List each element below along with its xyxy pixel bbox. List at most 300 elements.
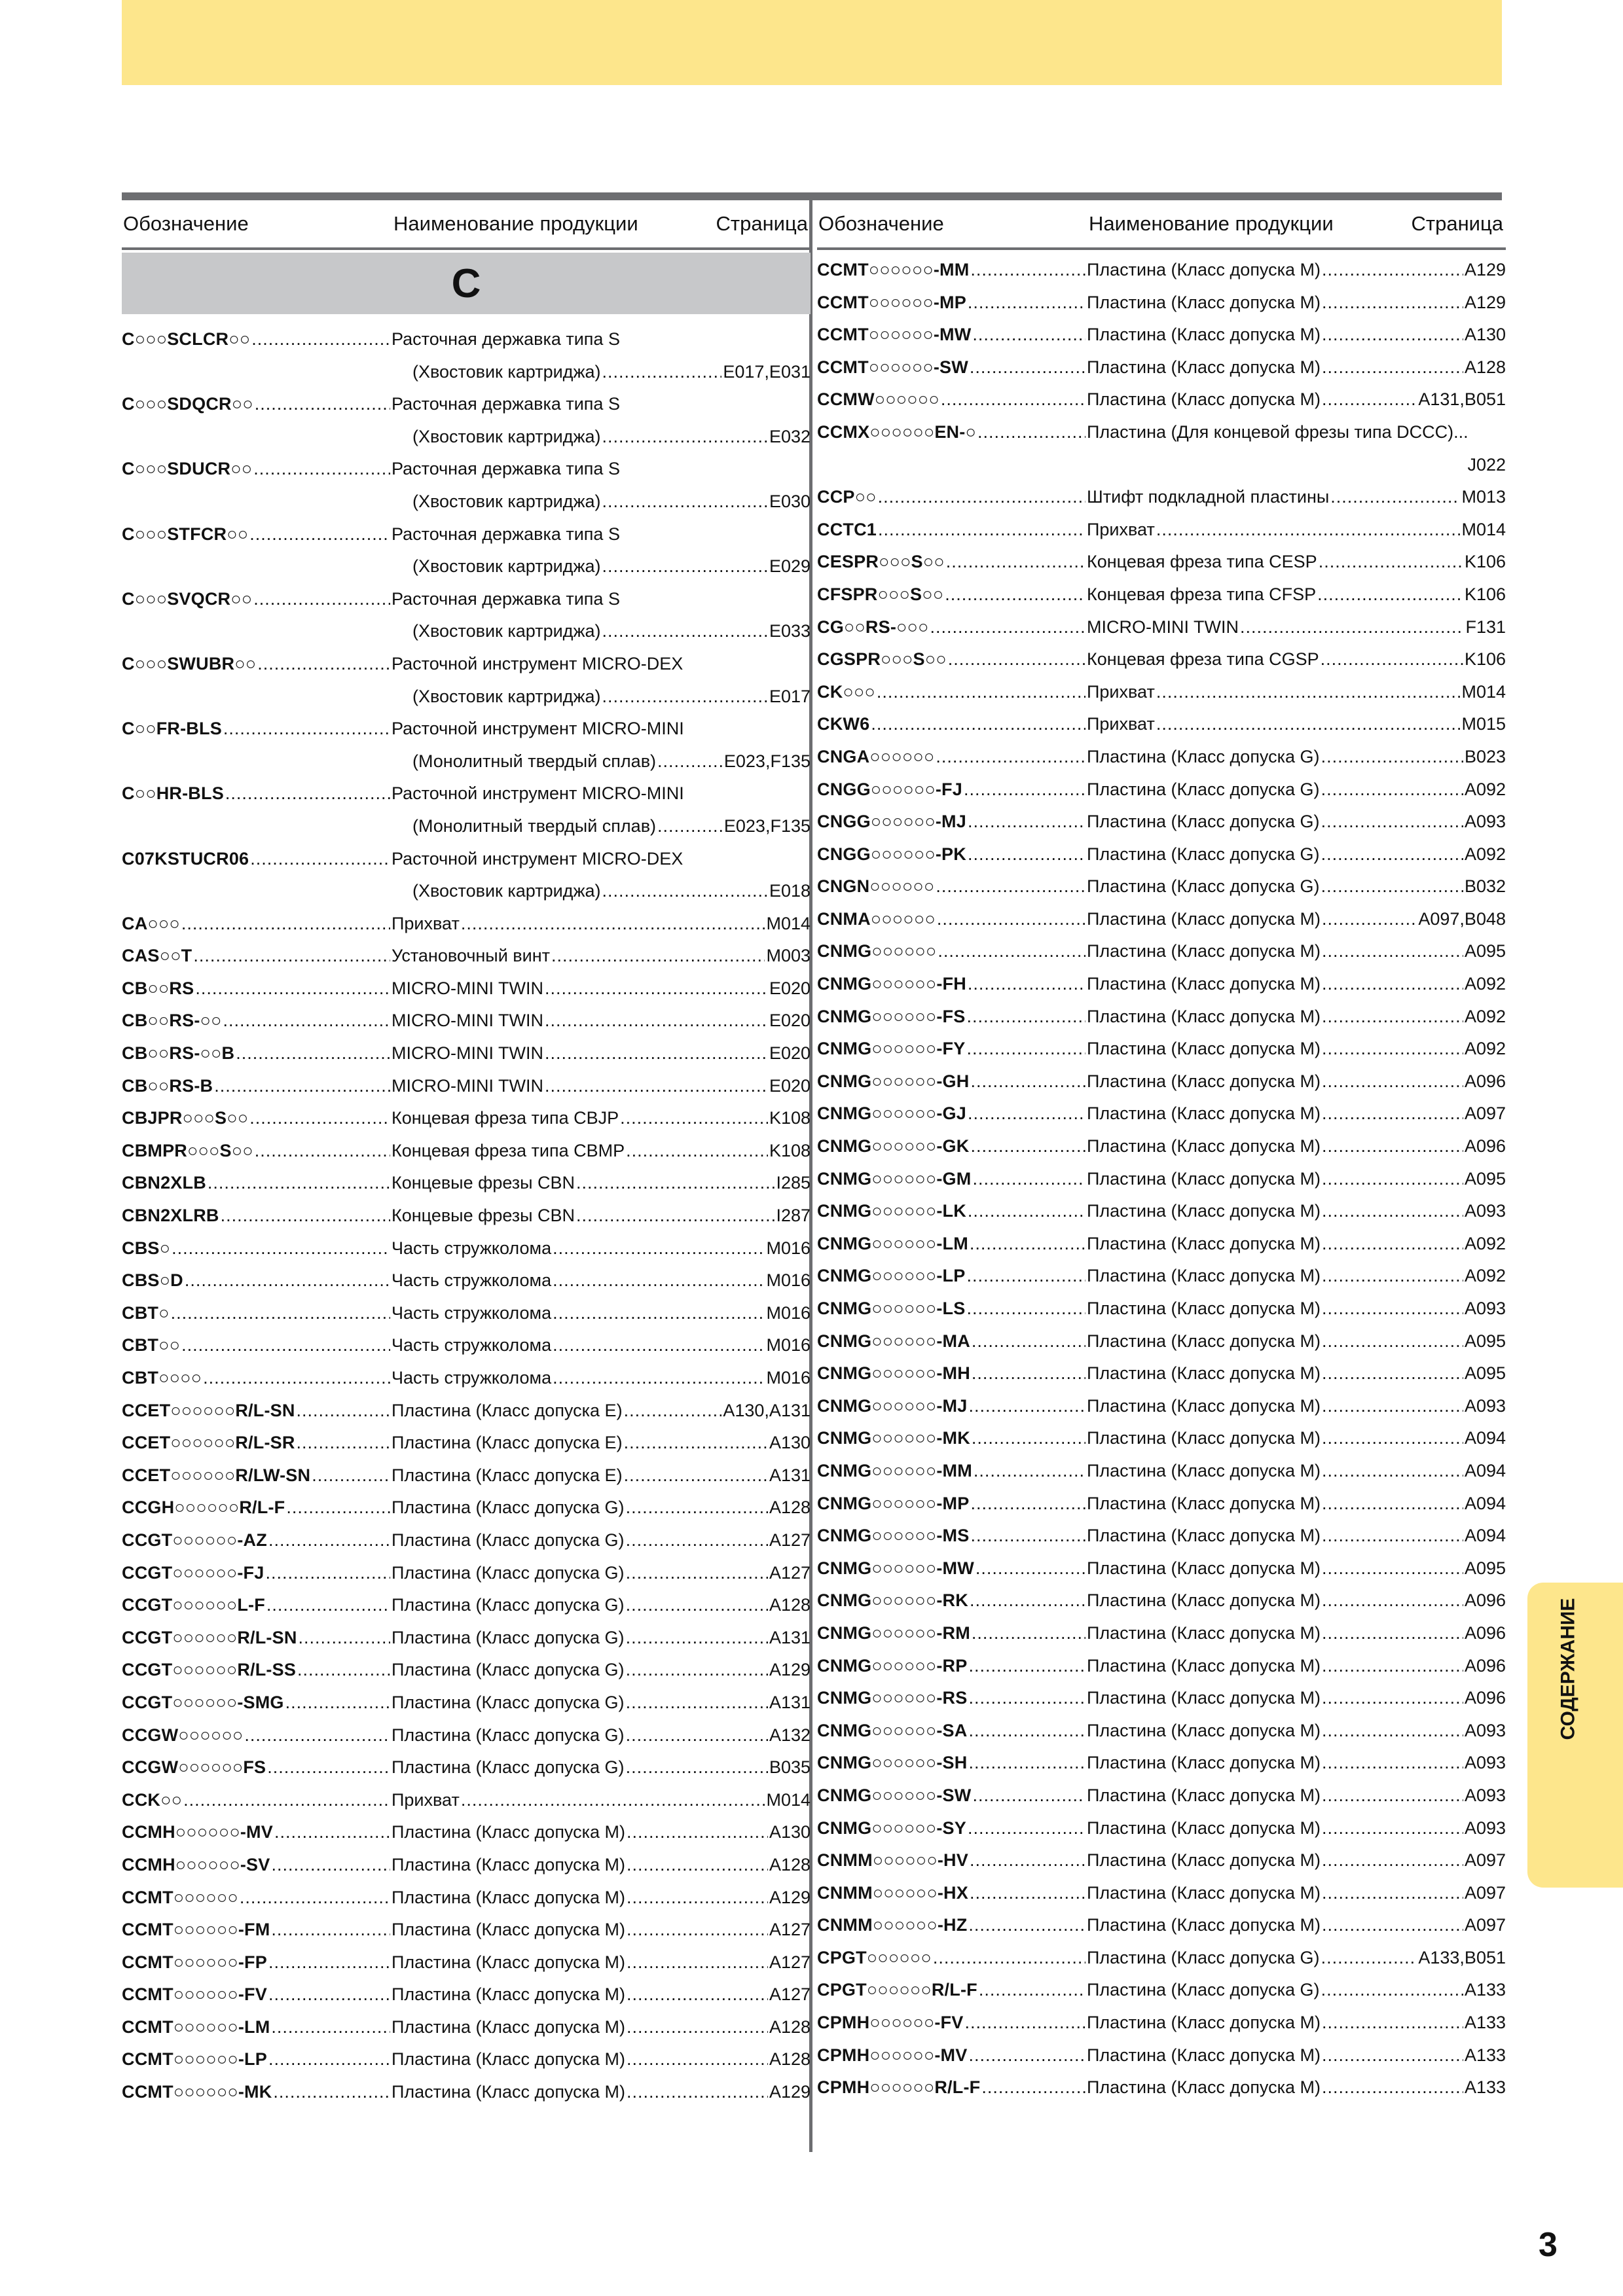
entry-page[interactable]: A096 [1464, 1623, 1506, 1643]
index-entry[interactable] [817, 319, 1506, 351]
entry-code-cell [817, 1844, 1087, 1877]
index-entry[interactable] [122, 1135, 811, 1168]
index-entry[interactable] [817, 1422, 1506, 1455]
entry-page[interactable]: E017 [769, 686, 811, 706]
entry-page[interactable]: E018 [769, 881, 811, 901]
entry-page[interactable]: A096 [1464, 1590, 1506, 1611]
entry-code: CNMM○○○○○○-HV [817, 1850, 968, 1871]
entry-description-cell [1087, 676, 1506, 709]
index-entry[interactable] [817, 838, 1506, 871]
dot-leader [221, 1200, 390, 1232]
entry-page[interactable]: A128 [769, 1595, 811, 1615]
entry-page[interactable]: A093 [1464, 1201, 1506, 1221]
index-entry[interactable] [122, 1070, 811, 1103]
entry-description-cell [392, 745, 811, 778]
entry-page[interactable]: A128 [769, 2017, 811, 2037]
entry-page[interactable]: E029 [769, 556, 811, 577]
entry-name: Пластина (Класс допуска M) [1087, 2013, 1321, 2033]
index-entry[interactable] [122, 1265, 811, 1297]
index-entry[interactable] [122, 1492, 811, 1524]
entry-code: CNMG○○○○○○-MW [817, 1558, 974, 1578]
entry-page[interactable]: A096 [1464, 1688, 1506, 1708]
entry-code-cell [817, 1195, 1087, 1228]
entry-name: Пластина (Класс допуска G) [1087, 844, 1320, 864]
entry-code: CNMG○○○○○○-GM [817, 1168, 972, 1189]
index-entry[interactable] [817, 1390, 1506, 1423]
entry-page[interactable]: A130,A131 [723, 1400, 811, 1420]
entry-name: Пластина (Класс допуска M) [1087, 389, 1321, 410]
index-entry[interactable] [122, 1882, 811, 1914]
entry-page[interactable]: A131,B051 [1418, 389, 1506, 410]
entry-page[interactable]: A092 [1464, 1233, 1506, 1253]
index-entry[interactable] [122, 2011, 811, 2044]
index-entry[interactable] [817, 416, 1506, 449]
entry-page[interactable]: A095 [1464, 941, 1506, 961]
index-entry[interactable] [122, 1589, 811, 1622]
index-entry[interactable] [817, 1488, 1506, 1520]
entry-code: CNGG○○○○○○-MJ [817, 812, 966, 832]
entry-page[interactable]: A127 [769, 1530, 811, 1550]
entry-page[interactable]: I287 [776, 1206, 811, 1226]
entry-description-cell [392, 713, 811, 745]
index-entry[interactable] [817, 870, 1506, 903]
entry-page[interactable]: E020 [769, 1075, 811, 1096]
dot-leader [551, 940, 765, 973]
index-entry[interactable] [122, 1362, 811, 1395]
entry-name: (Хвостовик картриджа) [412, 881, 601, 901]
index-entry[interactable] [817, 351, 1506, 384]
entry-page[interactable]: A131 [769, 1627, 811, 1647]
entry-page[interactable]: A127 [769, 1984, 811, 2005]
index-entry[interactable] [817, 1844, 1506, 1877]
entry-page[interactable]: B035 [769, 1757, 811, 1778]
entry-page[interactable]: A128 [769, 1854, 811, 1874]
entry-name: Пластина (Класс допуска M) [392, 2049, 626, 2070]
dot-leader [268, 1524, 390, 1557]
index-entry[interactable] [817, 1552, 1506, 1585]
index-entry[interactable] [122, 681, 811, 713]
index-entry[interactable] [817, 741, 1506, 774]
index-entry[interactable] [122, 1816, 811, 1849]
index-entry[interactable] [817, 1715, 1506, 1748]
entry-page[interactable]: A127 [769, 1562, 811, 1583]
entry-description-cell [392, 973, 811, 1005]
entry-name: Прихват [1087, 519, 1155, 539]
index-entry[interactable] [817, 676, 1506, 709]
entry-page[interactable]: M015 [1461, 714, 1506, 734]
entry-page[interactable]: A092 [1464, 1266, 1506, 1286]
entry-page[interactable]: A092 [1464, 844, 1506, 864]
index-entry[interactable] [817, 968, 1506, 1001]
entry-code: C○○○SWUBR○○ [122, 653, 257, 673]
entry-code: CNMG○○○○○○ [817, 941, 937, 961]
entry-name: Пластина (Класс допуска M) [1087, 1818, 1321, 1838]
entry-name: Пластина (Класс допуска M) [1087, 357, 1321, 377]
entry-code-cell [122, 1751, 392, 1784]
dot-leader [626, 1654, 768, 1687]
index-entry[interactable] [122, 1914, 811, 1946]
index-entry[interactable] [817, 287, 1506, 319]
index-entry[interactable] [122, 843, 811, 876]
dot-leader [1319, 546, 1463, 579]
index-entry[interactable] [817, 1163, 1506, 1196]
index-entry[interactable] [122, 1427, 811, 1460]
index-entry[interactable] [122, 1654, 811, 1687]
entry-page[interactable]: E017,E031 [723, 361, 811, 382]
entry-page[interactable]: A129 [1464, 292, 1506, 312]
index-entry[interactable] [122, 486, 811, 518]
dot-leader [1322, 1260, 1463, 1293]
entry-page[interactable]: A092 [1464, 1039, 1506, 1059]
entry-code-cell [122, 1005, 392, 1037]
dot-leader [657, 745, 723, 778]
index-entry[interactable] [122, 388, 811, 421]
entry-name: Прихват [392, 1789, 460, 1810]
index-entry[interactable] [817, 449, 1506, 482]
dot-leader [1321, 838, 1463, 871]
entry-code: CCGT○○○○○○-AZ [122, 1530, 267, 1550]
entry-name: Пластина (Класс допуска M) [392, 1920, 626, 1940]
entry-page[interactable]: A092 [1464, 974, 1506, 994]
index-entry[interactable] [817, 546, 1506, 579]
dot-leader [970, 1228, 1085, 1261]
index-entry[interactable] [122, 745, 811, 778]
index-entry[interactable] [122, 453, 811, 486]
index-entry[interactable] [122, 940, 811, 973]
index-entry[interactable] [122, 1719, 811, 1752]
dot-leader [1322, 1001, 1463, 1033]
entry-page[interactable]: M013 [1461, 487, 1506, 507]
index-entry[interactable] [817, 481, 1506, 514]
entry-page[interactable]: B032 [1464, 876, 1506, 897]
entry-page[interactable]: E030 [769, 491, 811, 511]
index-entry[interactable] [817, 1617, 1506, 1650]
entry-page[interactable]: M014 [766, 913, 811, 933]
header-name: Наименование продукции [1089, 212, 1334, 235]
index-entry[interactable] [817, 1066, 1506, 1098]
index-entry[interactable] [817, 1682, 1506, 1715]
dot-leader [244, 1719, 390, 1752]
entry-page[interactable]: A093 [1464, 812, 1506, 832]
entry-page[interactable]: A095 [1464, 1331, 1506, 1351]
index-entry[interactable] [817, 514, 1506, 547]
entry-page[interactable]: A097 [1464, 1915, 1506, 1935]
dot-leader [626, 1492, 768, 1524]
entry-description-cell [392, 1070, 811, 1103]
entry-page[interactable]: A093 [1464, 1395, 1506, 1416]
index-entry[interactable] [817, 1942, 1506, 1975]
entry-page[interactable]: A094 [1464, 1428, 1506, 1448]
entry-code: CNMG○○○○○○-GJ [817, 1103, 966, 1124]
entry-page[interactable]: A133 [1464, 2077, 1506, 2098]
entry-page[interactable]: K106 [1464, 552, 1506, 572]
entry-page[interactable]: A092 [1464, 1006, 1506, 1026]
entry-description-cell [1087, 449, 1506, 482]
top-color-band [122, 0, 1502, 85]
index-entry[interactable] [817, 1455, 1506, 1488]
index-entry[interactable] [122, 1557, 811, 1590]
entry-page[interactable]: E020 [769, 978, 811, 998]
index-entry[interactable] [122, 583, 811, 616]
index-entry[interactable] [122, 2043, 811, 2076]
dot-leader [268, 1979, 390, 2011]
entry-page[interactable]: A095 [1464, 1363, 1506, 1384]
entry-code-cell [817, 1552, 1087, 1585]
index-entry[interactable] [817, 254, 1506, 287]
dot-leader [620, 1102, 768, 1135]
index-entry[interactable] [817, 1293, 1506, 1325]
index-entry[interactable] [817, 1098, 1506, 1130]
dot-leader [602, 486, 768, 518]
index-entry[interactable] [122, 1395, 811, 1427]
entry-page[interactable]: A097 [1464, 1882, 1506, 1903]
index-entry[interactable] [122, 1005, 811, 1037]
entry-page[interactable]: E033 [769, 621, 811, 641]
index-entry[interactable] [122, 875, 811, 908]
index-entry[interactable] [817, 1228, 1506, 1261]
index-entry[interactable] [122, 1232, 811, 1265]
index-entry[interactable] [122, 1622, 811, 1655]
entry-name: Штифт подкладной пластины [1087, 487, 1330, 507]
index-entry[interactable] [817, 1780, 1506, 1812]
dot-leader [627, 1914, 768, 1946]
index-entry[interactable] [122, 1849, 811, 1882]
index-entry[interactable] [817, 2039, 1506, 2072]
entry-page[interactable]: A131 [769, 1465, 811, 1485]
index-entry[interactable] [122, 1200, 811, 1232]
entry-code: CNMG○○○○○○-LP [817, 1266, 966, 1286]
index-entry[interactable] [817, 1325, 1506, 1358]
index-entry[interactable] [122, 323, 811, 356]
index-entry[interactable] [817, 1812, 1506, 1845]
index-entry[interactable] [817, 1260, 1506, 1293]
dot-leader [297, 1654, 390, 1687]
entry-page[interactable]: A132 [769, 1725, 811, 1745]
dot-leader [1322, 1066, 1463, 1098]
index-entry[interactable] [122, 1946, 811, 1979]
index-entry[interactable] [122, 1751, 811, 1784]
entry-page[interactable]: M014 [766, 1789, 811, 1810]
entry-page[interactable]: A133 [1464, 2013, 1506, 2033]
index-entry[interactable] [817, 1585, 1506, 1617]
entry-page[interactable]: A093 [1464, 1753, 1506, 1773]
entry-page[interactable]: A130 [1464, 325, 1506, 345]
entry-description-cell [1087, 1812, 1506, 1845]
entry-page[interactable]: A097 [1464, 1850, 1506, 1871]
entry-page[interactable]: A096 [1464, 1071, 1506, 1091]
dot-leader [970, 1130, 1085, 1163]
entry-page[interactable]: A093 [1464, 1818, 1506, 1838]
index-entry[interactable] [817, 708, 1506, 741]
entry-page[interactable]: A130 [769, 1433, 811, 1453]
index-entry[interactable] [122, 550, 811, 583]
index-entry[interactable] [817, 1195, 1506, 1228]
entry-page[interactable]: B023 [1464, 746, 1506, 766]
index-entry[interactable] [122, 421, 811, 454]
entry-code-cell [817, 774, 1087, 806]
index-entry[interactable] [122, 518, 811, 551]
entry-page[interactable]: E032 [769, 426, 811, 446]
index-entry[interactable] [817, 1033, 1506, 1066]
index-entry[interactable] [122, 1979, 811, 2011]
index-entry[interactable] [817, 1974, 1506, 2007]
index-entry[interactable] [817, 1001, 1506, 1033]
index-entry[interactable] [122, 1784, 811, 1817]
entry-page[interactable]: A128 [1464, 357, 1506, 377]
entry-code: CBT○ [122, 1302, 170, 1323]
index-entry[interactable] [817, 1650, 1506, 1683]
index-entry[interactable] [122, 810, 811, 843]
entry-description-cell [1087, 1844, 1506, 1877]
index-entry[interactable] [122, 615, 811, 648]
entry-page[interactable]: A128 [769, 2049, 811, 2070]
dot-leader [968, 1195, 1085, 1228]
index-entry[interactable] [122, 2076, 811, 2109]
entry-page[interactable]: A097 [1464, 1103, 1506, 1124]
index-entry[interactable] [122, 1037, 811, 1070]
header-name: Наименование продукции [393, 212, 638, 235]
entry-page[interactable]: K106 [1464, 584, 1506, 604]
index-entry[interactable] [122, 908, 811, 941]
entry-page[interactable]: M016 [766, 1368, 811, 1388]
index-entry[interactable] [817, 935, 1506, 968]
entry-page[interactable]: K108 [769, 1108, 811, 1128]
entry-name: Пластина (Класс допуска M) [1087, 1655, 1321, 1676]
entry-page[interactable]: A093 [1464, 1299, 1506, 1318]
entry-name: MICRO-MINI TWIN [392, 978, 543, 998]
entry-code-cell [817, 806, 1087, 838]
index-entry[interactable] [122, 713, 811, 745]
index-entry[interactable] [817, 384, 1506, 416]
entry-page[interactable]: A133,B051 [1418, 1947, 1506, 1967]
index-entry[interactable] [817, 806, 1506, 838]
entry-page[interactable]: M003 [766, 946, 811, 966]
entry-code-cell [817, 708, 1087, 741]
index-entry[interactable] [817, 1909, 1506, 1942]
entry-code-cell [817, 1585, 1087, 1617]
index-entry[interactable] [817, 1520, 1506, 1552]
entry-page[interactable]: E020 [769, 1043, 811, 1064]
index-entry[interactable] [817, 1357, 1506, 1390]
entry-code: CBMPR○○○S○○ [122, 1140, 253, 1160]
index-entry[interactable] [817, 1747, 1506, 1780]
entry-page[interactable]: A093 [1464, 1785, 1506, 1805]
entry-page[interactable]: A094 [1464, 1460, 1506, 1480]
entry-page[interactable]: A128 [769, 1498, 811, 1518]
entry-page[interactable]: A133 [1464, 1980, 1506, 2000]
entry-description-cell [392, 388, 811, 421]
entry-page[interactable]: A096 [1464, 1655, 1506, 1676]
entry-page[interactable]: K106 [1464, 649, 1506, 670]
entry-page[interactable]: A129 [769, 1660, 811, 1680]
entry-page[interactable]: M016 [766, 1270, 811, 1291]
index-entry[interactable] [817, 774, 1506, 806]
entry-page[interactable]: M016 [766, 1335, 811, 1355]
entry-page[interactable]: M014 [1461, 519, 1506, 539]
index-entry[interactable] [122, 1297, 811, 1330]
entry-page[interactable]: F131 [1465, 617, 1506, 637]
index-entry[interactable] [122, 1329, 811, 1362]
entry-code: CCMT○○○○○○-LM [122, 2017, 270, 2037]
entry-code: CB○○RS-○○B [122, 1043, 235, 1064]
index-entry[interactable] [817, 2072, 1506, 2104]
entry-page[interactable]: E020 [769, 1011, 811, 1031]
index-entry[interactable] [122, 1524, 811, 1557]
entry-name: Пластина (Класс допуска M) [1087, 1526, 1321, 1546]
entry-page[interactable]: E023,F135 [723, 751, 811, 771]
entry-page[interactable]: A095 [1464, 1558, 1506, 1578]
entry-name: Пластина (Класс допуска M) [392, 2017, 626, 2037]
index-entry[interactable] [122, 1167, 811, 1200]
entry-page[interactable]: A129 [1464, 260, 1506, 279]
index-entry[interactable] [817, 903, 1506, 936]
index-entry[interactable] [817, 2007, 1506, 2039]
entry-page[interactable]: K108 [769, 1140, 811, 1160]
entry-page[interactable]: M016 [766, 1238, 811, 1258]
entry-page[interactable]: A127 [769, 1920, 811, 1940]
entry-name: Пластина (Класс допуска M) [1087, 1785, 1321, 1805]
entry-page[interactable]: A094 [1464, 1493, 1506, 1513]
entry-code: CCGT○○○○○○R/L-SS [122, 1660, 297, 1680]
entry-name: Пластина (Класс допуска G) [392, 1757, 625, 1778]
entry-code: CNMG○○○○○○-RP [817, 1655, 968, 1676]
index-entry[interactable] [817, 611, 1506, 644]
entry-name: MICRO-MINI TWIN [392, 1075, 543, 1096]
entry-page[interactable]: A131 [769, 1692, 811, 1712]
index-entry[interactable] [122, 778, 811, 810]
index-entry[interactable] [122, 1687, 811, 1719]
entry-code: CBJPR○○○S○○ [122, 1108, 249, 1128]
entry-page[interactable]: J022 [1467, 454, 1506, 475]
index-entry[interactable] [122, 356, 811, 389]
index-entry[interactable] [122, 1102, 811, 1135]
entry-page[interactable]: A129 [769, 2082, 811, 2102]
index-entry[interactable] [122, 973, 811, 1005]
dot-leader [1322, 1585, 1463, 1617]
entry-page[interactable]: A094 [1464, 1526, 1506, 1546]
entry-page[interactable]: A133 [1464, 2045, 1506, 2065]
entry-page[interactable]: A130 [769, 1822, 811, 1842]
index-entry[interactable] [817, 1130, 1506, 1163]
index-entry[interactable] [817, 643, 1506, 676]
entry-description-cell [1087, 384, 1506, 416]
entry-page[interactable]: A127 [769, 1952, 811, 1972]
entry-description-cell [392, 681, 811, 713]
entry-page[interactable]: A097,B048 [1418, 908, 1506, 929]
entry-page[interactable]: A092 [1464, 779, 1506, 799]
entry-page[interactable]: I285 [776, 1173, 811, 1193]
entry-page[interactable]: M014 [1461, 681, 1506, 702]
index-entry[interactable] [122, 1460, 811, 1492]
dot-leader [208, 1167, 390, 1200]
contents-tab-label[interactable] [1545, 1597, 1591, 1741]
entry-page[interactable]: M016 [766, 1302, 811, 1323]
entry-page[interactable]: A095 [1464, 1168, 1506, 1189]
index-entry[interactable] [122, 648, 811, 681]
dot-leader [972, 1357, 1085, 1390]
dot-leader [223, 1005, 390, 1037]
entry-page[interactable]: A093 [1464, 1720, 1506, 1740]
entry-page[interactable]: E023,F135 [723, 816, 811, 836]
dot-leader [225, 778, 390, 810]
index-entry[interactable] [817, 579, 1506, 611]
index-entry[interactable] [817, 1877, 1506, 1910]
entry-description-cell [392, 1816, 811, 1849]
entry-page[interactable]: A096 [1464, 1136, 1506, 1157]
entry-page[interactable]: A129 [769, 1887, 811, 1907]
entry-code: CNMG○○○○○○-LK [817, 1201, 966, 1221]
entry-code: CCMT○○○○○○-LP [122, 2049, 267, 2070]
